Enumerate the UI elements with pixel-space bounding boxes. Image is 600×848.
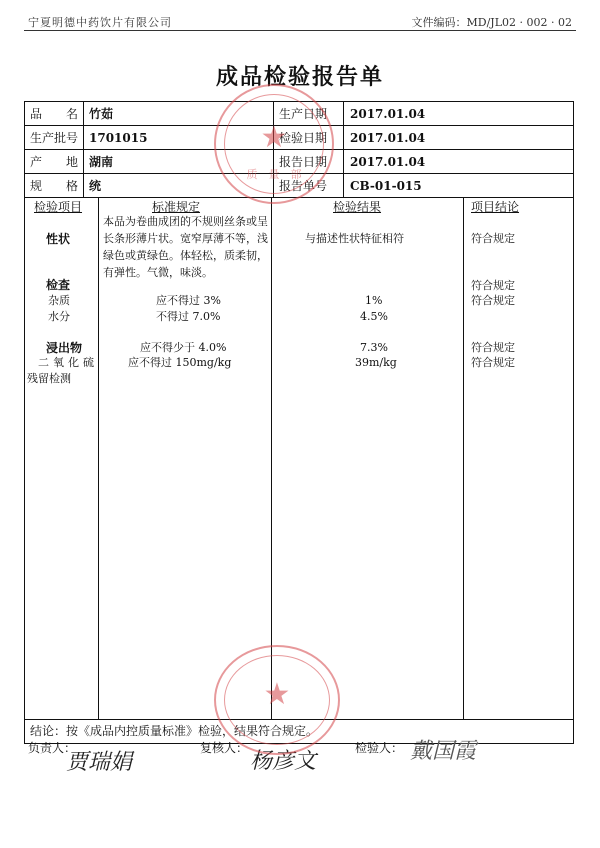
inspection-date-label: 检验日期 xyxy=(279,131,328,145)
col-divider xyxy=(343,101,344,197)
production-date-label: 生产日期 xyxy=(279,107,328,121)
test-character-standard: 本品为卷曲成团的不规则丝条或呈长条形薄片状。宽窄厚薄不等，浅绿色或黄绿色。体轻松，质柔韧，有弹性。气微，味淡。 xyxy=(103,215,268,279)
spec-value: 统 xyxy=(89,179,102,193)
col-divider xyxy=(98,197,99,719)
test-sulfur-name-line2: 残留检测 xyxy=(27,372,71,385)
test-examination-conclusion: 符合规定 xyxy=(471,279,515,292)
batch-number-label: 生产批号 xyxy=(30,131,79,145)
reviewer-label: 复核人： xyxy=(200,741,249,755)
production-date-value: 2017.01.04 xyxy=(350,107,426,121)
test-character-conclusion: 符合规定 xyxy=(471,232,515,245)
company-seal-stamp xyxy=(214,645,340,755)
test-moisture-name: 水分 xyxy=(48,310,70,323)
test-sulfur-name-line1: 二氧化硫 xyxy=(38,356,98,369)
test-sulfur-conclusion: 符合规定 xyxy=(471,356,515,369)
inspector-label: 检验人： xyxy=(355,741,404,755)
test-examination-name: 检查 xyxy=(46,278,71,292)
company-name: 宁夏明德中药饮片有限公司 xyxy=(28,16,172,29)
test-impurity-standard: 应不得过 3% xyxy=(156,294,221,307)
page-title: 成品检验报告单 xyxy=(215,64,384,90)
document-number: 文件编码：MD/JL02 · 002 · 02 xyxy=(411,16,572,29)
test-extract-conclusion: 符合规定 xyxy=(471,341,515,354)
test-moisture-result: 4.5% xyxy=(360,310,388,323)
test-character-result: 与描述性状特征相符 xyxy=(305,232,404,245)
column-header-conclusion: 项目结论 xyxy=(471,200,520,214)
test-impurity-name: 杂质 xyxy=(48,294,70,307)
column-header-standard: 标准规定 xyxy=(152,200,201,214)
column-header-item: 检验项目 xyxy=(34,200,83,214)
report-number-label: 报告单号 xyxy=(279,179,328,193)
header-rule xyxy=(24,30,576,31)
product-name-value: 竹茹 xyxy=(89,107,114,121)
responsible-signature: 贾瑞娟 xyxy=(66,750,133,775)
origin-value: 湖南 xyxy=(89,155,114,169)
batch-number-value: 1701015 xyxy=(89,131,148,145)
star-icon: ★ xyxy=(260,120,288,155)
inspector-signature: 戴国霞 xyxy=(410,739,477,764)
col-divider xyxy=(271,197,272,719)
report-date-value: 2017.01.04 xyxy=(350,155,426,169)
test-extract-standard: 应不得少于 4.0% xyxy=(140,341,227,354)
product-name-label: 品 名 xyxy=(30,107,78,121)
column-header-result: 检验结果 xyxy=(333,200,382,214)
test-moisture-standard: 不得过 7.0% xyxy=(156,310,221,323)
responsible-label: 负责人： xyxy=(28,741,77,755)
test-impurity-conclusion: 符合规定 xyxy=(471,294,515,307)
test-sulfur-result: 39m/kg xyxy=(355,356,397,369)
inspection-date-value: 2017.01.04 xyxy=(350,131,426,145)
col-divider xyxy=(83,101,84,197)
test-extract-name: 浸出物 xyxy=(46,341,83,355)
report-date-label: 报告日期 xyxy=(279,155,328,169)
test-character-name: 性状 xyxy=(46,232,71,246)
report-number-value: CB-01-015 xyxy=(350,179,422,193)
test-sulfur-standard: 应不得过 150mg/kg xyxy=(128,356,232,369)
test-impurity-result: 1% xyxy=(365,294,383,307)
spec-label: 规 格 xyxy=(30,179,78,193)
test-extract-result: 7.3% xyxy=(360,341,388,354)
star-icon: ★ xyxy=(263,677,291,712)
conclusion-text: 结论：按《成品内控质量标准》检验，结果符合规定。 xyxy=(30,724,319,738)
origin-label: 产 地 xyxy=(30,155,78,169)
reviewer-signature: 杨彦文 xyxy=(250,749,317,774)
col-divider xyxy=(463,197,464,719)
quality-department-stamp: ★ 质 量 部 xyxy=(214,84,334,204)
